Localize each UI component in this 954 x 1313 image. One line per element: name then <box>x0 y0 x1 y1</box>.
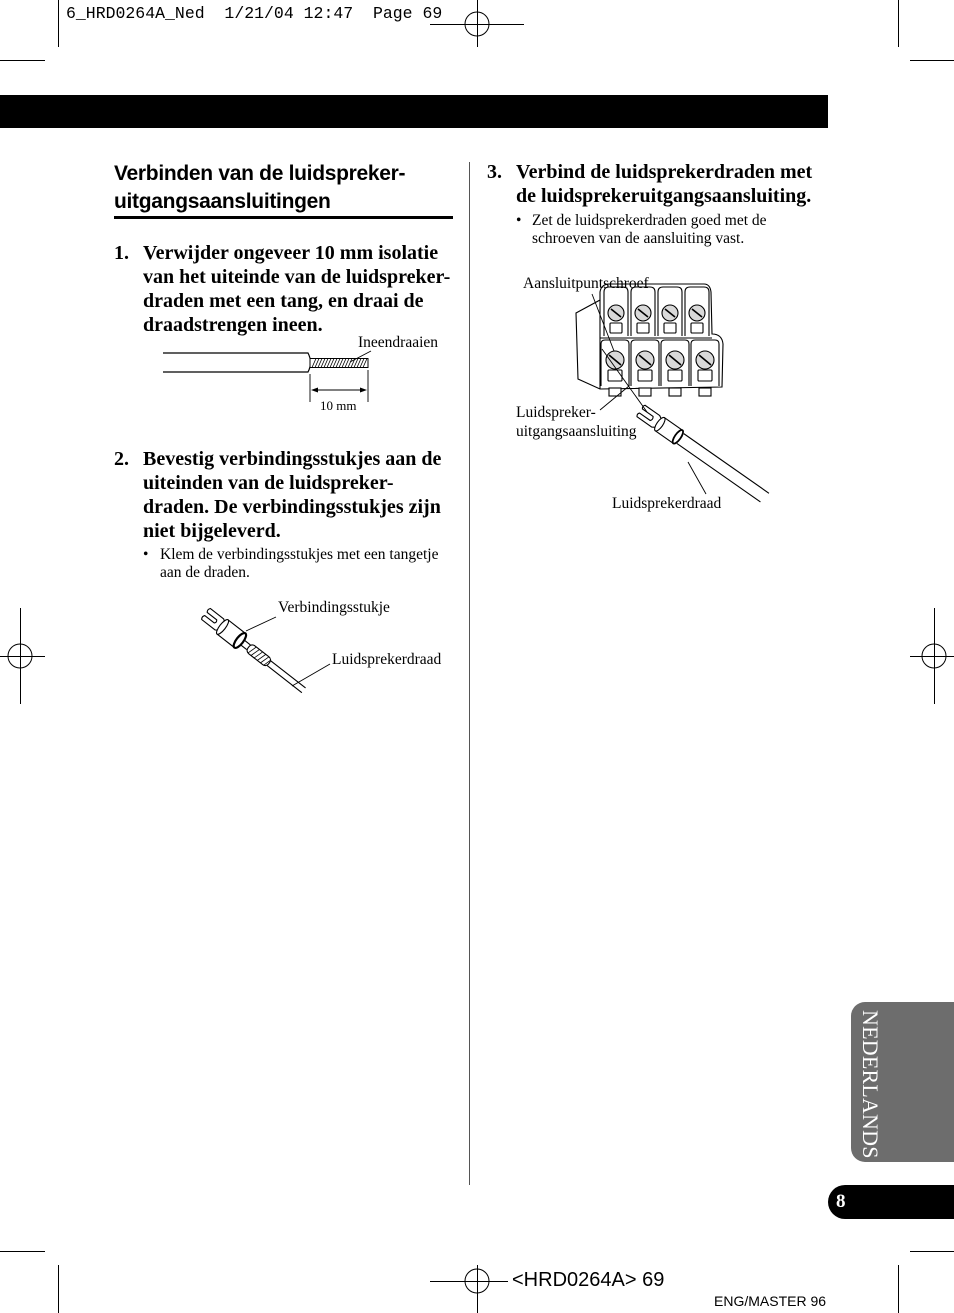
step-3-text <box>516 160 812 208</box>
step-1-line: Verwijder ongeveer 10 mm isolatie <box>143 242 439 264</box>
wire-leader-line <box>292 664 330 686</box>
step-3-note-line: schroeven van de aansluiting vast. <box>532 230 745 247</box>
wire-with-spade <box>636 404 771 505</box>
length-label: 10 mm <box>320 398 357 413</box>
wire-strip-diagram <box>163 351 371 402</box>
step-2-number: 2. <box>114 448 129 470</box>
terminal-block-diagram <box>576 284 770 505</box>
bullet-icon: • <box>143 546 149 563</box>
section-title-line: uitgangsaansluitingen <box>114 190 331 213</box>
step-1-line: draden met een tang, en draai de <box>143 290 424 312</box>
section-title-underline <box>114 216 453 219</box>
wire-insulation <box>163 353 311 372</box>
wire-leader-line <box>688 462 706 494</box>
step-3-note <box>532 212 767 248</box>
page-number-tab <box>828 1185 954 1219</box>
connector-label: Verbindingsstukje <box>278 599 390 616</box>
step-3-note-line: Zet de luidsprekerdraden goed met de <box>532 212 767 229</box>
step-2-note-line: aan de draden. <box>160 564 250 581</box>
terminal-label-line: Luidspreker- <box>516 404 596 421</box>
column-divider <box>469 162 470 1185</box>
speaker-wire <box>267 661 305 693</box>
step-1-text <box>143 241 450 337</box>
connector-leader-line <box>246 617 276 631</box>
footer-model-page: <HRD0264A> 69 <box>512 1269 665 1291</box>
language-tab <box>851 1002 954 1162</box>
step-2-line: uiteinden van de luidspreker- <box>143 472 394 494</box>
step-2-line: niet bijgeleverd. <box>143 520 281 542</box>
step-2-note <box>160 546 439 582</box>
step-3-line: Verbind de luidsprekerdraden met <box>516 161 813 183</box>
step-3-line: de luidsprekeruitgangsaansluiting. <box>516 185 812 207</box>
twisted-core <box>245 643 272 667</box>
step-1-number: 1. <box>114 242 129 264</box>
step-2-line: Bevestig verbindingsstukjes aan de <box>143 448 442 470</box>
terminal-label-line: uitgangsaansluiting <box>516 423 637 440</box>
twist-label: Ineendraaien <box>358 334 439 351</box>
spade-connector-diagram <box>200 606 330 697</box>
bullet-icon: • <box>516 212 522 229</box>
section-title-line: Verbinden van de luidspreker- <box>114 162 406 185</box>
header-bar <box>0 95 828 128</box>
step-3-number: 3. <box>487 161 502 183</box>
page-number: 8 <box>836 1191 846 1212</box>
terminal-label <box>516 403 637 441</box>
step-2-line: draden. De verbindingsstukjes zijn <box>143 496 441 518</box>
language-tab-label: NEDERLANDS <box>858 1010 883 1159</box>
footer-master: ENG/MASTER 96 <box>714 1293 827 1309</box>
wire-label: Luidsprekerdraad <box>612 495 722 512</box>
step-2-note-line: Klem de verbindingsstukjes met een tangetje <box>160 546 439 563</box>
step-1-line: draadstrengen ineen. <box>143 314 323 336</box>
step-2-text <box>143 447 441 543</box>
screw-label: Aansluitpuntschroef <box>523 275 649 292</box>
section-title <box>114 160 405 216</box>
step-1-line: van het uiteinde van de luidspreker- <box>143 266 451 288</box>
wire-label: Luidsprekerdraad <box>332 651 442 668</box>
print-slug: 6_HRD0264A_Ned 1/21/04 12:47 Page 69 <box>66 4 443 23</box>
